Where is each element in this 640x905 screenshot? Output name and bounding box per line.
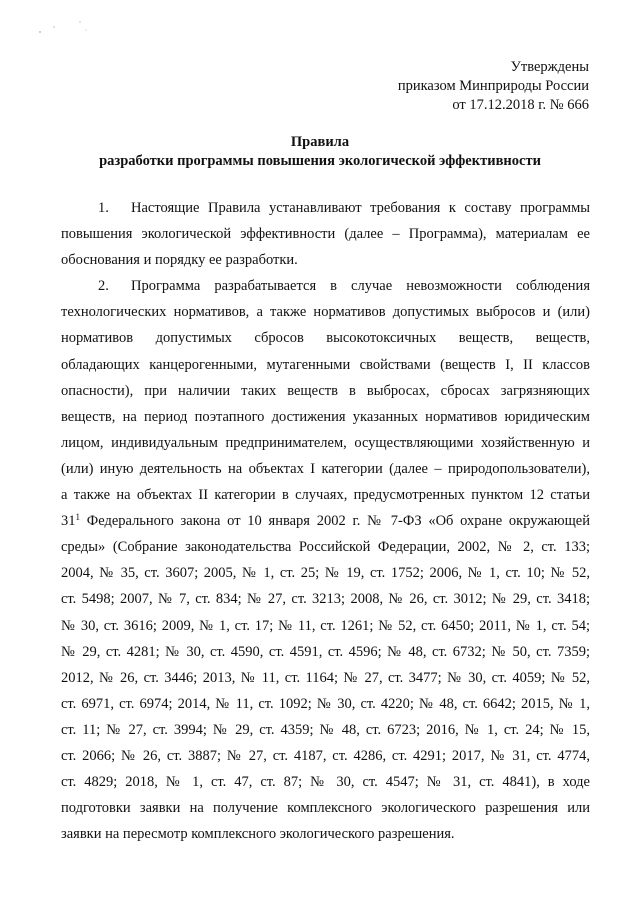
paragraph-2 xyxy=(61,273,590,847)
paragraph-number: 2. xyxy=(98,278,109,295)
paragraph-line: заявки на пересмотр комплексного экологического разрешения. xyxy=(61,826,455,843)
paragraph-line: обладающих канцерогенными, мутагенными свойствами (веществ I, II классов xyxy=(61,356,590,373)
paragraph-line: ст. 6971, ст. 6974; 2014, № 11, ст. 1092; № 30, ст. 4220; № 48, ст. 6642; 2015, № 1, xyxy=(61,695,590,712)
paragraph-text: Настоящие Правила устанавливают требования к составу программы xyxy=(131,200,590,216)
article-superscript: 1 xyxy=(75,512,80,523)
title-line-2: разработки программы повышения экологической эффективности xyxy=(99,153,541,169)
paragraph-line: лицом, индивидуальным предпринимателем, осуществляющими хозяйственную и xyxy=(61,434,590,451)
paragraph-line xyxy=(61,195,590,221)
paragraph-line: 2004, № 35, ст. 3607; 2005, № 1, ст. 25; № 19, ст. 1752; 2006, № 1, ст. 10; № 52, xyxy=(61,565,590,582)
paragraph-line: повышения экологической эффективности (далее – Программа), материалам ее xyxy=(61,226,590,243)
article-number: 31 xyxy=(61,513,76,530)
paragraph-line: 2012, № 26, ст. 3446; 2013, № 11, ст. 1164; № 27, ст. 3477; № 30, ст. 4059; № 52, xyxy=(61,669,590,686)
paragraph-line: № 30, ст. 3616; 2009, № 1, ст. 17; № 11, ст. 1261; № 52, ст. 6450; 2011, № 1, ст. 54; xyxy=(61,617,590,634)
paragraph-line: технологических нормативов, а также нормативов допустимых выбросов и (или) xyxy=(61,304,590,321)
approval-line-2: приказом Минприроды России xyxy=(397,78,589,94)
approval-line-1: Утверждены xyxy=(510,59,589,75)
paragraph-line: нормативов допустимых сбросов высокотоксичных веществ, веществ, xyxy=(61,330,590,347)
scan-specks xyxy=(36,18,96,38)
approval-line-3: от 17.12.2018 г. № 666 xyxy=(452,97,589,113)
approval-block xyxy=(398,58,589,115)
title-line-1: Правила xyxy=(290,134,350,150)
paragraph-line: опасности), при наличии таких веществ в выбросах, сбросах загрязняющих xyxy=(61,382,590,399)
paragraph-1 xyxy=(61,195,590,273)
paragraph-text: Федерального закона от 10 января 2002 г. № 7-ФЗ «Об охране окружающей xyxy=(80,513,590,530)
document-body xyxy=(61,195,590,847)
paragraph-line: ст. 5498; 2007, № 7, ст. 834; № 27, ст. 3213; 2008, № 26, ст. 3012; № 29, ст. 3418; xyxy=(61,591,590,608)
paragraph-line: веществ, на период поэтапного достижения указанных нормативов юридическим xyxy=(61,408,590,425)
paragraph-line: ст. 4829; 2018, № 1, ст. 47, ст. 87; № 30, ст. 4547; № 31, ст. 4841), в ходе xyxy=(61,774,590,791)
paragraph-line: ст. 11; № 27, ст. 3994; № 29, ст. 4359; № 48, ст. 6723; 2016, № 1, ст. 24; № 15, xyxy=(61,721,590,738)
paragraph-line: ст. 2066; № 26, ст. 3887; № 27, ст. 4187, ст. 4286, ст. 4291; 2017, № 31, ст. 4774, xyxy=(61,747,590,764)
paragraph-line xyxy=(61,273,590,299)
paragraph-line: а также на объектах II категории в случаях, предусмотренных пунктом 12 статьи xyxy=(61,487,590,504)
paragraph-text: Программа разрабатывается в случае невозможности соблюдения xyxy=(131,278,590,295)
paragraph-line: среды» (Собрание законодательства Российской Федерации, 2002, № 2, ст. 133; xyxy=(61,539,590,556)
paragraph-line: № 29, ст. 4281; № 30, ст. 4590, ст. 4591, ст. 4596; № 48, ст. 6732; № 50, ст. 7359; xyxy=(61,643,590,660)
paragraph-line: (или) иную деятельность на объектах I категории (далее – природопользователи), xyxy=(61,460,590,477)
document-title xyxy=(0,133,640,171)
paragraph-number: 1. xyxy=(98,200,109,216)
paragraph-line: подготовки заявки на получение комплексного экологического разрешения или xyxy=(61,800,590,817)
paragraph-line: обоснования и порядку ее разработки. xyxy=(61,252,298,269)
paragraph-line xyxy=(61,508,590,534)
